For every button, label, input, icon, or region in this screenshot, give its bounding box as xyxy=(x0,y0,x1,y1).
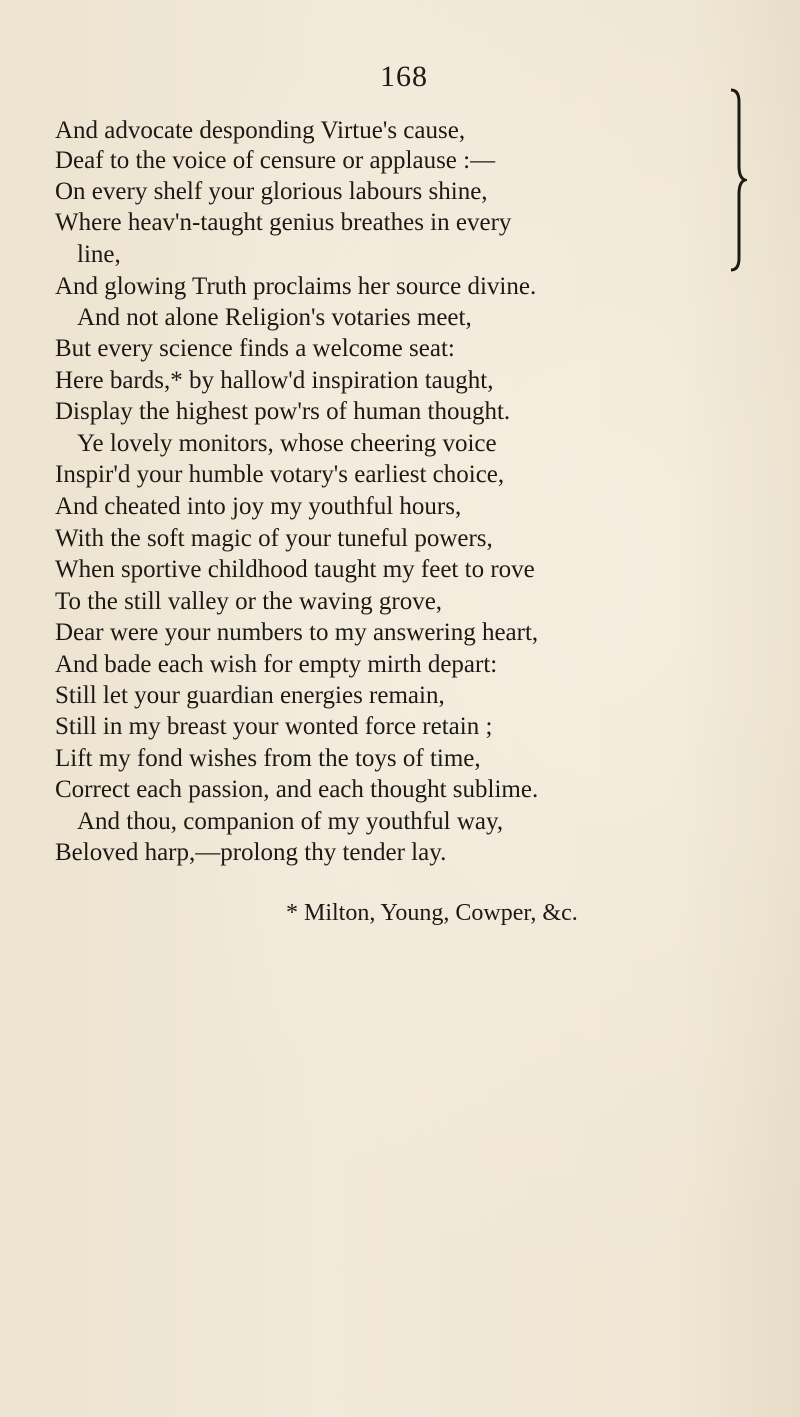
poem-line: On every shelf your glorious labours shine, xyxy=(55,178,488,205)
poem-line: Still in my breast your wonted force retain ; xyxy=(55,713,493,740)
poem-line: Beloved harp,—prolong thy tender lay. xyxy=(55,839,447,866)
poem-line: line, xyxy=(77,241,121,268)
poem-line: And not alone Religion's votaries meet, xyxy=(77,304,472,331)
poem-line: Here bards,* by hallow'd inspiration taught, xyxy=(55,367,494,394)
footnote: * Milton, Young, Cowper, &c. xyxy=(286,900,578,926)
triplet-brace-icon xyxy=(727,88,747,272)
poem-line: Where heav'n-taught genius breathes in every xyxy=(55,209,512,236)
poem-line: But every science finds a welcome seat: xyxy=(55,335,455,362)
page-number: 168 xyxy=(380,60,428,93)
poem-line: When sportive childhood taught my feet to rove xyxy=(55,556,535,583)
poem-line: Deaf to the voice of censure or applause :— xyxy=(55,147,496,174)
poem-line: To the still valley or the waving grove, xyxy=(55,588,443,615)
poem-line: Lift my fond wishes from the toys of time, xyxy=(55,745,481,772)
poem-line: Ye lovely monitors, whose cheering voice xyxy=(77,430,497,457)
poem-line: And glowing Truth proclaims her source divine. xyxy=(55,273,537,300)
poem-line: Still let your guardian energies remain, xyxy=(55,682,445,709)
poem-line: Display the highest pow'rs of human thought. xyxy=(55,398,511,425)
poem-line: And thou, companion of my youthful way, xyxy=(77,808,504,835)
poem-line: Dear were your numbers to my answering heart, xyxy=(55,619,539,646)
poem-line: Inspir'd your humble votary's earliest choice, xyxy=(55,461,505,488)
poem-line: And cheated into joy my youthful hours, xyxy=(55,493,462,520)
poem-line: And advocate desponding Virtue's cause, xyxy=(55,117,466,144)
poem-line: And bade each wish for empty mirth depart: xyxy=(55,651,498,678)
poem-line: With the soft magic of your tuneful powers, xyxy=(55,525,493,552)
poem-line: Correct each passion, and each thought sublime. xyxy=(55,776,539,803)
